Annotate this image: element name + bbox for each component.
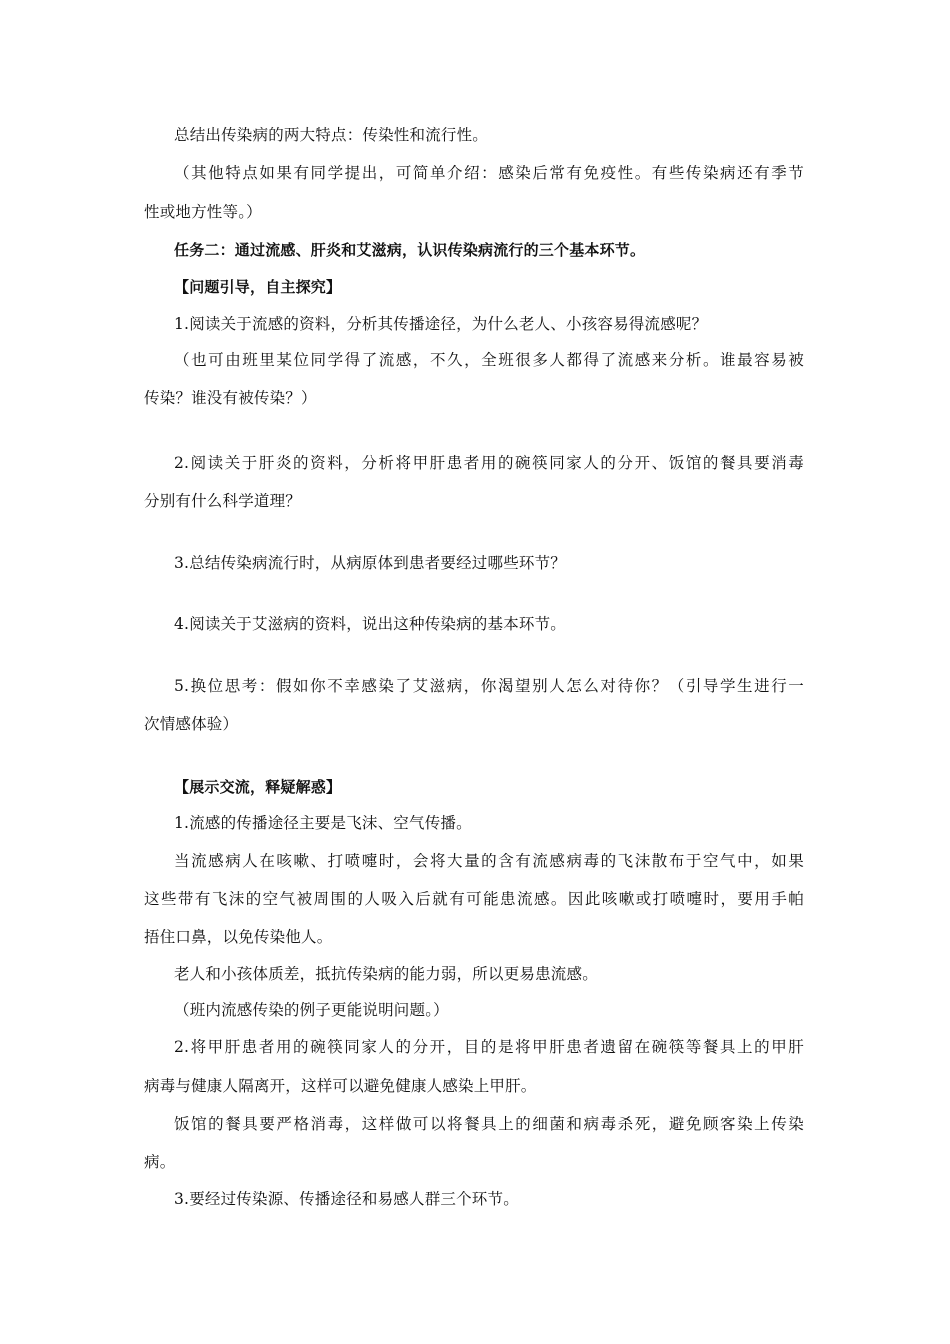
question-1-note-line-1: （也可由班里某位同学得了流感，不久，全班很多人都得了流感来分析。谁最容易被 xyxy=(174,351,804,369)
answer-2-paragraph-2-line-2: 病。 xyxy=(144,1153,176,1171)
answer-3: 3.要经过传染源、传播途径和易感人群三个环节。 xyxy=(174,1190,519,1208)
answer-1-paragraph-line-3: 捂住口鼻，以免传染他人。 xyxy=(144,928,333,946)
question-5-line-1: 5.换位思考：假如你不幸感染了艾滋病，你渴望别人怎么对待你？（引导学生进行一 xyxy=(174,677,804,695)
other-features-line-1: （其他特点如果有同学提出，可简单介绍：感染后常有免疫性。有些传染病还有季节 xyxy=(174,164,804,182)
question-4: 4.阅读关于艾滋病的资料，说出这种传染病的基本环节。 xyxy=(174,615,566,633)
summary-line: 总结出传染病的两大特点：传染性和流行性。 xyxy=(174,126,489,144)
answer-1-note: （班内流感传染的例子更能说明问题。） xyxy=(174,1001,449,1019)
question-1-note-line-2: 传染？谁没有被传染？） xyxy=(144,389,317,407)
question-3: 3.总结传染病流行时，从病原体到患者要经过哪些环节？ xyxy=(174,554,566,572)
question-1: 1.阅读关于流感的资料，分析其传播途径，为什么老人、小孩容易得流感呢？ xyxy=(174,315,708,333)
task2-heading: 任务二：通过流感、肝炎和艾滋病，认识传染病流行的三个基本环节。 xyxy=(174,241,646,259)
questions-section-heading: 【问题引导，自主探究】 xyxy=(174,278,342,296)
question-2-line-2: 分别有什么科学道理？ xyxy=(144,492,302,510)
answer-2-line-2: 病毒与健康人隔离开，这样可以避免健康人感染上甲肝。 xyxy=(144,1077,537,1095)
answer-1-paragraph-2: 老人和小孩体质差，抵抗传染病的能力弱，所以更易患流感。 xyxy=(174,965,598,983)
answer-2-paragraph-2-line-1: 饭馆的餐具要严格消毒，这样做可以将餐具上的细菌和病毒杀死，避免顾客染上传染 xyxy=(174,1115,804,1133)
answer-2-line-1: 2.将甲肝患者用的碗筷同家人的分开，目的是将甲肝患者遗留在碗筷等餐具上的甲肝 xyxy=(174,1038,804,1056)
answer-1-paragraph-line-2: 这些带有飞沫的空气被周围的人吸入后就有可能患流感。因此咳嗽或打喷嚏时，要用手帕 xyxy=(144,890,804,908)
answer-1: 1.流感的传播途径主要是飞沫、空气传播。 xyxy=(174,814,472,832)
other-features-line-2: 性或地方性等。） xyxy=(144,203,262,221)
answer-1-paragraph-line-1: 当流感病人在咳嗽、打喷嚏时，会将大量的含有流感病毒的飞沫散布于空气中，如果 xyxy=(174,852,804,870)
question-2-line-1: 2.阅读关于肝炎的资料，分析将甲肝患者用的碗筷同家人的分开、饭馆的餐具要消毒 xyxy=(174,454,804,472)
answers-section-heading: 【展示交流，释疑解惑】 xyxy=(174,778,342,796)
question-5-line-2: 次情感体验） xyxy=(144,715,239,733)
